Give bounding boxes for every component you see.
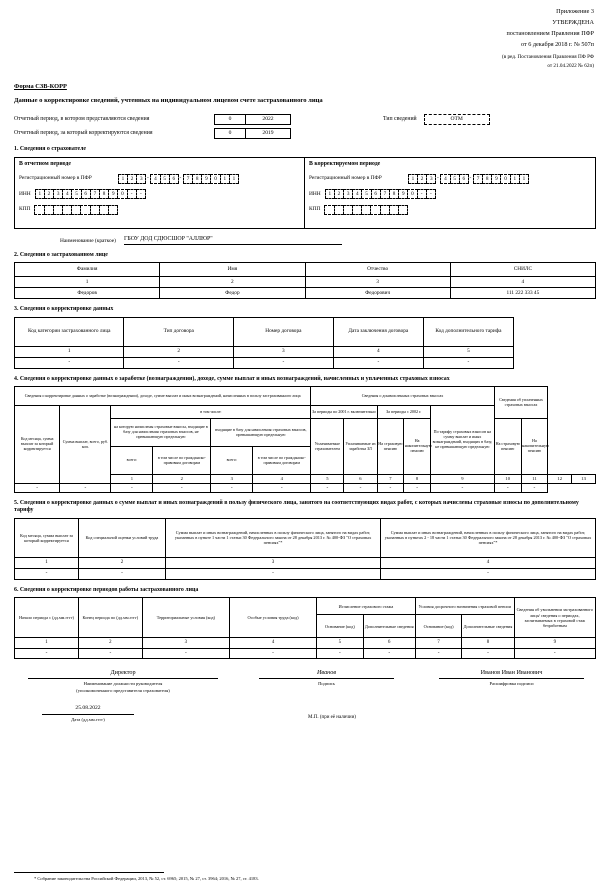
kpp-cells-right[interactable]	[324, 205, 407, 215]
cell-value[interactable]: -	[253, 484, 311, 493]
cell[interactable]: 9	[398, 189, 408, 199]
cell[interactable]: 6	[459, 174, 469, 184]
col-header-contract-date: Дата заключения договора	[333, 317, 423, 346]
reporting-period-month[interactable]: 0	[215, 115, 246, 124]
cell[interactable]: 3	[53, 189, 63, 199]
panel-heading-corrected: В корректируемом периоде	[309, 160, 381, 167]
kpp-label-right: КПП	[309, 206, 321, 213]
col-header-paid-by-insurer: Уплачиваемые страхователем	[311, 419, 344, 475]
info-type-value[interactable]: ОТМ	[424, 114, 490, 125]
signature-value[interactable]: Иванов	[259, 669, 394, 679]
cell-contract-date[interactable]: -	[333, 357, 423, 368]
cell-value[interactable]: -	[317, 648, 363, 659]
col-number: 8	[404, 475, 431, 484]
table-row	[15, 568, 596, 579]
cell-value[interactable]: -	[494, 484, 521, 493]
cell-value[interactable]: -	[363, 648, 415, 659]
col-header-firstname: Имя	[160, 263, 305, 277]
corrected-period-year[interactable]: 2019	[262, 130, 274, 137]
earnings-correction-table	[14, 386, 596, 493]
signature-column	[259, 669, 394, 687]
cell[interactable]: 6	[81, 189, 91, 199]
col-header-territorial-conditions: Территориальные условия (код)	[142, 598, 229, 638]
cell[interactable]: 1	[519, 174, 529, 184]
col-header-snils: СНИЛС	[450, 263, 595, 277]
fullname-caption: Расшифровка подписи	[489, 681, 534, 687]
fullname-value[interactable]: Иванов Иван Иванович	[439, 669, 584, 679]
cell[interactable]: 7	[380, 189, 390, 199]
cell[interactable]: 5	[160, 174, 170, 184]
col-header-to-funded-pension-add: На накопительную пенсию	[404, 419, 431, 475]
subgroup-header-periods-to-2001: За периоды по 2001 г. включительно	[311, 406, 377, 419]
info-type-group	[383, 114, 490, 125]
reg-number-row-right	[309, 174, 591, 184]
col-number: 2	[153, 475, 211, 484]
col-number: 3	[233, 346, 333, 357]
col-header-total-payments: Сумма выплат, всего, руб. коп.	[60, 406, 111, 484]
col-number: 9	[430, 475, 494, 484]
section1-reporting-period-panel	[15, 158, 305, 228]
col-header-insurance-basis: Основание (код)	[317, 615, 363, 638]
position-caption-line-2: (уполномоченного представителя страхователя)	[76, 687, 170, 693]
col-header-within-total: всего:	[111, 447, 153, 475]
group-header-additional-contributions: Сведения о доначисленных страховых взносах	[311, 387, 495, 406]
cell[interactable]: 7	[90, 189, 100, 199]
cell[interactable]: 9	[108, 189, 118, 199]
section1-corrected-period-panel	[305, 158, 595, 228]
col-header-early-extra: Дополнительные сведения	[462, 615, 514, 638]
cell-snils[interactable]: 111 222 333 45	[450, 288, 595, 299]
subgroup-header-including: в том числе:	[111, 406, 311, 419]
reporting-period-year[interactable]: 2022	[262, 116, 274, 123]
form-title: Данные о корректировке сведений, учтенных на индивидуальном лицевом счете застрахованного лица	[14, 96, 323, 104]
cell-value[interactable]: -	[153, 484, 211, 493]
cell[interactable]: 7	[473, 174, 483, 184]
col-header-period-end: Конец периода по (дд.мм.гггг)	[78, 598, 142, 638]
cell-contract-number[interactable]: -	[233, 357, 333, 368]
cell-value[interactable]: -	[142, 648, 229, 659]
col-number: 3	[142, 638, 229, 649]
col-header-payments-part1-art30: Сумма выплат и иных вознаграждений, начисленных в пользу физического лица, занятого на видах работ, указанных в пункте 1 части 1 статьи 30 Федерального закона от 28 декабря 2013 г. № 400-ФЗ "О страховых пенсиях"*	[166, 518, 381, 557]
cell-category-code[interactable]: -	[15, 357, 124, 368]
reporting-periods	[14, 114, 610, 139]
col-number: 1	[15, 638, 79, 649]
section5-title: 5. Сведения о корректировке данных о сумме выплат и иных вознаграждений в пользу физического лица, занятого на соответствующих видах работ, с которых начислены страховые взносы по дополнительному тарифу	[14, 500, 579, 514]
reg-number-row-left	[19, 174, 300, 184]
inn-label-right: ИНН	[309, 190, 321, 197]
cell[interactable]	[108, 205, 118, 215]
cell[interactable]: 2	[417, 174, 427, 184]
table-number-row	[15, 346, 514, 357]
col-header-extra-tariff-code: Код дополнительного тарифа	[423, 317, 513, 346]
corrected-period-label: Отчетный период, за который корректируются сведения	[14, 130, 153, 137]
col-header-insurance-extra: Дополнительные сведения	[363, 615, 415, 638]
position-caption-line-1: Наименование должности руководителя	[83, 681, 163, 687]
table-group-row	[15, 598, 596, 615]
col-header-surname: Фамилия	[15, 263, 160, 277]
cell-value[interactable]: -	[344, 484, 377, 493]
footnote-divider	[14, 872, 164, 873]
cell-value[interactable]: -	[15, 648, 79, 659]
table-row	[15, 288, 596, 299]
col-number: 3	[211, 475, 253, 484]
reg-number-label-left: Регистрационный номер в ПФР	[19, 175, 92, 182]
cell[interactable]: 2	[44, 189, 54, 199]
col-number: 7	[377, 475, 404, 484]
col-header-category-code: Код категории застрахованного лица	[15, 317, 124, 346]
col-header-period-start: Начало периода с (дд.мм.гггг)	[15, 598, 79, 638]
cell[interactable]: 9	[491, 174, 501, 184]
cell[interactable]: 1	[220, 174, 230, 184]
cell-value[interactable]: -	[311, 484, 344, 493]
col-number: 1	[15, 277, 160, 288]
col-header-month-code: Код месяца, сумма выплат за который корректируется	[15, 406, 60, 484]
reporting-period-label: Отчетный период, в котором представляются сведения	[14, 116, 150, 123]
organization-name-label: Наименование (краткое)	[60, 238, 116, 245]
revision-line-1: (в ред. Постановления Правления ПФ РФ	[501, 53, 594, 60]
cell[interactable]: 1	[118, 174, 128, 184]
col-number: 5	[317, 638, 363, 649]
col-header-contract-type: Тип договора	[124, 317, 233, 346]
kpp-label-left: КПП	[19, 206, 31, 213]
cell-surname[interactable]: Федоров	[15, 288, 160, 299]
date-caption: Дата (дд.мм.гггг)	[71, 716, 105, 722]
group-header-insurance-record: Исчисление страхового стажа	[317, 598, 416, 615]
subgroup-header-periods-from-2002: За периоды с 2002 г.	[377, 406, 430, 419]
inn-cells-right[interactable]	[325, 189, 435, 199]
col-header-month-code: Код месяца, сумма выплат за который корректируется	[15, 518, 79, 557]
inn-cells-left[interactable]	[35, 189, 145, 199]
cell[interactable]: 8	[192, 174, 202, 184]
kpp-row-left	[19, 205, 300, 215]
position-column	[28, 669, 218, 694]
inn-row-right	[309, 189, 591, 199]
organization-name-value[interactable]: ГБОУ ДОД СДЮСШОР "АЛЛЮР"	[124, 236, 342, 245]
document-header	[0, 0, 610, 70]
cell-value[interactable]: -	[514, 648, 595, 659]
group-header-earnings: Сведения о корректировке данных о заработке (вознаграждении), доходе, сумме выплат и иных вознаграждений, начисленных в пользу застрахованного лица	[15, 387, 311, 406]
cell[interactable]: 6	[371, 189, 381, 199]
cell[interactable]: 5	[450, 174, 460, 184]
table-number-row	[15, 638, 596, 649]
col-number: 5	[311, 475, 344, 484]
cell[interactable]: 0	[210, 174, 220, 184]
col-number: 1	[15, 346, 124, 357]
col-number: 13	[572, 475, 596, 484]
cell[interactable]: 7	[183, 174, 193, 184]
cell-value[interactable]: -	[211, 484, 253, 493]
col-number: 3	[166, 557, 381, 568]
col-number: 1	[15, 557, 79, 568]
section6-title: 6. Сведения о корректировке периодов работы застрахованного лица	[14, 586, 199, 593]
signature-block	[14, 669, 596, 729]
reporting-period-box[interactable]	[214, 114, 291, 125]
separator-dash: -	[179, 174, 182, 181]
cell-value[interactable]: -	[521, 484, 548, 493]
separator-dash: -	[146, 174, 149, 181]
cell[interactable]: 5	[361, 189, 371, 199]
col-header-above-gpc: в том числе по гражданско-правовым договорам	[253, 447, 311, 475]
extra-tariff-payments-table	[14, 518, 596, 580]
section4-title: 4. Сведения о корректировке данных о заработке (вознаграждении), доходе, сумме выплат и иных вознаграждений, начисленных и уплаченных страховых взносах	[14, 375, 450, 382]
cell[interactable]: 4	[352, 189, 362, 199]
reporting-period-row	[14, 114, 610, 125]
col-header-to-funded-pension-paid: На накопительную пенсию	[521, 419, 548, 475]
col-header-within-gpc: в том числе по гражданско-правовым договорам	[153, 447, 211, 475]
cell[interactable]: 0	[117, 189, 127, 199]
col-number: 4	[333, 346, 423, 357]
col-number: 9	[514, 638, 595, 649]
cell-value[interactable]: -	[377, 484, 404, 493]
reg-number-label-right: Регистрационный номер в ПФР	[309, 175, 382, 182]
col-number: 12	[548, 475, 572, 484]
panel-heading-reporting: В отчетном периоде	[19, 160, 71, 167]
table-row	[15, 357, 514, 368]
cell-value[interactable]: -	[15, 568, 79, 579]
cell[interactable]: 1	[510, 174, 520, 184]
reg-number-cells-left[interactable]	[118, 174, 238, 184]
footnote-text: * Собрание законодательства Российской Федерации, 2013, № 52, ст. 6965; 2015, № 27, ст. 3964; 2016, № 27, ст. 4183.	[34, 876, 259, 882]
approved-by-label: постановлением Правления ПФР	[506, 29, 594, 37]
col-number: 3	[305, 277, 450, 288]
cell-value[interactable]: -	[381, 568, 596, 579]
col-number: 4	[381, 557, 596, 568]
date-value[interactable]: 25.08.2022	[42, 705, 134, 714]
col-header-special-work-conditions: Особые условия труда (код)	[229, 598, 316, 638]
revision-line-2: от 21.04.2022 № 62п)	[547, 63, 594, 70]
section1-title: 1. Сведения о страхователе	[14, 146, 87, 153]
col-header-to-insurance-pension-paid: На страховую пенсию	[494, 419, 521, 475]
cell[interactable]	[398, 205, 408, 215]
section2-title: 2. Сведения о застрахованном лице	[14, 251, 108, 258]
col-header-special-assessment-code: Код специальной оценки условий труда	[78, 518, 165, 557]
cell-extra-tariff-code[interactable]: -	[423, 357, 513, 368]
group-header-paid-contributions: Сведения об уплаченных страховых взносах	[494, 387, 547, 419]
col-number: 4	[450, 277, 595, 288]
subgroup-header-above-limit: входящие в базу для начисления страховых взносов, превышающую предельную	[211, 419, 311, 447]
section3-title: 3. Сведения о корректировке данных	[14, 306, 114, 313]
cell-patronymic[interactable]: Федорович	[305, 288, 450, 299]
table-header-row	[15, 263, 596, 277]
group-header-early-pension: Условия досрочного назначения страховой пенсии	[415, 598, 514, 615]
cell-value[interactable]: -	[15, 484, 60, 493]
cell[interactable]: 0	[407, 189, 417, 199]
col-header-payments-part2-18-art30: Сумма выплат и иных вознаграждений, начисленных в пользу физического лица, занятого на видах работ, указанных в пунктах 2 - 18 части 1 статьи 30 Федерального закона от 28 декабря 2013 г. № 400-ФЗ "О страховых пенсиях"*	[381, 518, 596, 557]
cell-value[interactable]: -	[229, 648, 316, 659]
corrected-period-row	[14, 128, 610, 139]
cell-value[interactable]: -	[166, 568, 381, 579]
col-number: 5	[423, 346, 513, 357]
cell-firstname[interactable]: Федор	[160, 288, 305, 299]
cell[interactable]: 9	[201, 174, 211, 184]
inn-label-left: ИНН	[19, 190, 31, 197]
section1-box	[14, 157, 596, 229]
data-correction-table	[14, 317, 514, 369]
fullname-column	[439, 669, 584, 687]
cell[interactable]: 1	[408, 174, 418, 184]
cell-value[interactable]: -	[404, 484, 431, 493]
table-header-row	[15, 518, 596, 557]
cell[interactable]: 6	[169, 174, 179, 184]
cell-value[interactable]: -	[60, 484, 111, 493]
cell[interactable]: 2	[127, 174, 137, 184]
col-header-paid-from-salary: Уплачиваемые из заработка ЗЛ	[344, 419, 377, 475]
position-value[interactable]: Директор	[28, 669, 218, 679]
cell[interactable]: 3	[343, 189, 353, 199]
table-number-row	[15, 277, 596, 288]
col-number: 2	[78, 557, 165, 568]
table-group-row-1	[15, 387, 596, 406]
cell[interactable]: -	[136, 189, 146, 199]
kpp-cells-left[interactable]	[34, 205, 117, 215]
col-header-above-total: всего:	[211, 447, 253, 475]
cell-value[interactable]: -	[430, 484, 494, 493]
corrected-period-box[interactable]	[214, 128, 291, 139]
cell[interactable]: 8	[482, 174, 492, 184]
col-number: 2	[124, 346, 233, 357]
signature-caption: Подпись	[318, 681, 335, 687]
kpp-row-right	[309, 205, 591, 215]
organization-name-row	[60, 236, 610, 245]
cell[interactable]: 5	[71, 189, 81, 199]
cell-value[interactable]: -	[78, 568, 165, 579]
cell[interactable]: 1	[325, 189, 335, 199]
inn-row-left	[19, 189, 300, 199]
corrected-period-month[interactable]: 0	[215, 129, 246, 138]
appendix-label: Приложение 3	[556, 8, 594, 15]
cell-value[interactable]: -	[111, 484, 153, 493]
insured-person-table	[14, 262, 596, 299]
table-row	[15, 484, 596, 493]
col-header-dismissal-info: Сведения об увольнении застрахованного лица/ сведения о периодах, засчитываемых в страховой стаж безработным	[514, 598, 595, 638]
cell-value[interactable]: -	[462, 648, 514, 659]
approved-date-label: от 6 декабря 2018 г. № 507п	[521, 40, 594, 48]
col-number: 11	[521, 475, 548, 484]
subgroup-header-within-limit: на которую начислены страховые взносы, входящие в базу для начисления страховых взносов, не превышающую предельную	[111, 419, 211, 447]
cell-value[interactable]: -	[415, 648, 461, 659]
col-number: 2	[160, 277, 305, 288]
cell[interactable]: 8	[389, 189, 399, 199]
col-number: 6	[363, 638, 415, 649]
col-number: 6	[344, 475, 377, 484]
table-row	[15, 648, 596, 659]
col-number: 8	[462, 638, 514, 649]
reg-number-cells-right[interactable]	[408, 174, 528, 184]
col-number: 7	[415, 638, 461, 649]
col-number: 4	[229, 638, 316, 649]
cell[interactable]: -	[127, 189, 137, 199]
table-header-row	[15, 317, 514, 346]
info-type-label: Тип сведений	[383, 116, 417, 123]
col-header-to-insurance-pension-add: На страховую пенсию	[377, 419, 404, 475]
cell[interactable]: 3	[136, 174, 146, 184]
cell[interactable]: 1	[229, 174, 239, 184]
cell[interactable]: -	[417, 189, 427, 199]
separator-dash: -	[436, 174, 439, 181]
col-number: 1	[111, 475, 153, 484]
cell[interactable]: 4	[62, 189, 72, 199]
col-number: 4	[253, 475, 311, 484]
work-periods-correction-table	[14, 597, 596, 659]
col-header-contract-number: Номер договора	[233, 317, 333, 346]
stamp-note: М.П. (при её наличии)	[308, 715, 356, 721]
cell[interactable]: -	[426, 189, 436, 199]
cell[interactable]: 0	[500, 174, 510, 184]
col-header-early-basis: Основание (код)	[415, 615, 461, 638]
cell[interactable]: 4	[150, 174, 160, 184]
cell[interactable]: 8	[99, 189, 109, 199]
cell-contract-type[interactable]: -	[124, 357, 233, 368]
cell[interactable]: 3	[426, 174, 436, 184]
separator-dash: -	[469, 174, 472, 181]
cell[interactable]: 2	[334, 189, 344, 199]
col-header-by-tariff: По тарифу страховых взносов на сумму выплат и иных вознаграждений, входящих в базу, не превышающую предельную	[430, 406, 494, 475]
approved-label: УТВЕРЖДЕНА	[552, 18, 594, 26]
footnote-block	[14, 872, 596, 882]
col-number: 10	[494, 475, 521, 484]
date-column	[42, 705, 134, 722]
col-header-patronymic: Отчество	[305, 263, 450, 277]
cell[interactable]: 4	[440, 174, 450, 184]
col-number: 2	[78, 638, 142, 649]
table-number-row	[15, 557, 596, 568]
cell[interactable]: 1	[35, 189, 45, 199]
cell-value[interactable]: -	[78, 648, 142, 659]
form-name: Форма СЗВ-КОРР	[14, 82, 67, 90]
